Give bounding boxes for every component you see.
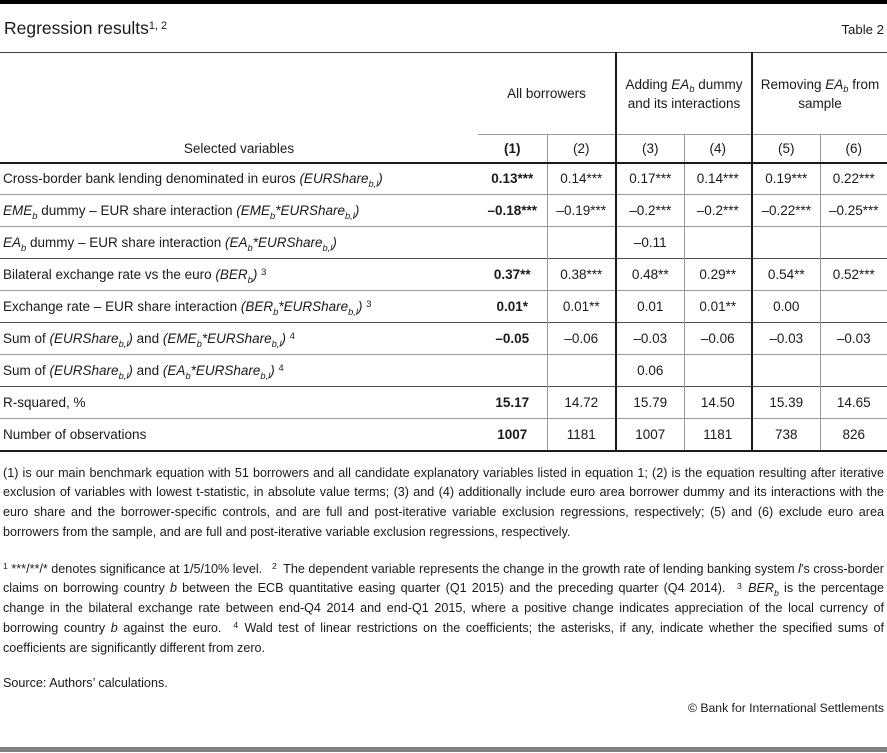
value-cell-col1: 0.13*** (491, 171, 534, 187)
table-row (0, 355, 887, 387)
table-row (0, 259, 887, 291)
value-cell-col1: –0.18*** (478, 195, 547, 227)
value-cell-col1: 0.01* (478, 291, 547, 323)
value-cell-col2: 14.72 (547, 387, 616, 419)
value-cell-col4: –0.2*** (684, 195, 752, 227)
value-cell-col3: 0.48** (616, 259, 684, 291)
row-header-label: Selected variables (0, 135, 478, 163)
value-cell-col3: 0.17*** (616, 163, 684, 195)
page-title (4, 18, 167, 39)
value-cell-col5 (752, 355, 820, 387)
column-number-header-row (0, 135, 887, 163)
row-label: Exchange rate – EUR share interaction $(BER_b*EURShare_{b,l})$ $^3$ (0, 291, 478, 323)
column-number-2: (2) (547, 135, 616, 163)
source-line: Source: Authors’ calculations. (3, 675, 168, 690)
value-cell-col1: 0.37** (478, 259, 547, 291)
value-cell-col6: –0.03 (820, 323, 887, 355)
row-label: Bilateral exchange rate vs the euro $(BER_b)$ $^3$ (0, 259, 478, 291)
table-row (0, 419, 887, 451)
value-cell-col3: 0.06 (616, 355, 684, 387)
value-cell-col5: 0.54** (752, 259, 820, 291)
table-row (0, 163, 887, 195)
value-cell-col1: –0.05 (478, 323, 547, 355)
value-cell-col6 (820, 227, 887, 259)
column-number-1: (1) (478, 135, 547, 163)
row-label: Number of observations (0, 419, 478, 451)
table-row (0, 195, 887, 227)
value-cell-col3: 1007 (616, 419, 684, 451)
value-cell-col5 (752, 227, 820, 259)
table-number-label: Table 2 (841, 22, 884, 37)
value-cell-col4 (684, 227, 752, 259)
value-cell-col6: 0.22*** (820, 163, 887, 195)
value-cell-col2: 0.14*** (547, 163, 616, 195)
value-cell-col4: 1181 (684, 419, 752, 451)
value-cell-col1: 15.17 (478, 387, 547, 419)
row-label: R-squared, % (0, 387, 478, 419)
title-footnote-ref: 1, 2 (148, 19, 168, 32)
table-row (0, 227, 887, 259)
value-cell-col2 (547, 355, 616, 387)
regression-results-table (0, 52, 887, 452)
value-cell-col2 (547, 227, 616, 259)
title-text: Regression results (4, 18, 149, 38)
value-cell-col3: 15.79 (616, 387, 684, 419)
value-cell-col6: 14.65 (820, 387, 887, 419)
table-note-paragraph: (1) is our main benchmark equation with 51 borrowers and all candidate explanatory variables listed in equation 1; (2) is the equation resulting after iterative exclusion of variables with lowest t-statistic, in absolute value terms; (3) and (4) additionally include euro area borrower dummy and its interactions with the euro share and the borrower-specific controls, and are full and post-iterative variable exclusion regressions, respectively; (5) and (6) exclude euro area borrowers from the sample, and are full and post-iterative variable exclusion regressions, respectively. (3, 465, 884, 539)
value-cell-col5: –0.22*** (752, 195, 820, 227)
column-group-adding-ea-dummy: Adding $EA_b$ dummy and its interactions (616, 53, 752, 135)
value-cell-col4: 0.01** (684, 291, 752, 323)
value-cell-col2: 0.01** (547, 291, 616, 323)
value-cell-col1: 1007 (478, 419, 547, 451)
value-cell-col3: 0.01 (616, 291, 684, 323)
value-cell-col4 (684, 355, 752, 387)
value-cell-col3: –0.2*** (616, 195, 684, 227)
row-label: Sum of (EURShare$_{b,l}$) and $(EA_b*EURShare_{b,l})$ $^4$ (0, 355, 478, 387)
bottom-rule (0, 747, 887, 752)
header-corner-cell (0, 53, 478, 135)
value-cell-col6: 826 (820, 419, 887, 451)
value-cell-col1 (478, 227, 547, 259)
value-cell-col5: –0.03 (752, 323, 820, 355)
value-cell-col6 (820, 355, 887, 387)
table-row (0, 291, 887, 323)
value-cell-col4: –0.06 (684, 323, 752, 355)
value-cell-col2: –0.06 (547, 323, 616, 355)
column-number-5: (5) (752, 135, 820, 163)
value-cell-col5: 0.19*** (752, 163, 820, 195)
value-cell-col4: 14.50 (684, 387, 752, 419)
value-cell-col5: 738 (752, 419, 820, 451)
value-cell-col3: –0.11 (616, 227, 684, 259)
copyright-line: © Bank for International Settlements (688, 700, 884, 715)
column-number-6: (6) (820, 135, 887, 163)
row-label: $EME_b$ dummy – EUR share interaction $(EME_b*EURShare_{b,l})$ (0, 195, 478, 227)
value-cell-col2: 0.38*** (547, 259, 616, 291)
value-cell-col5: 15.39 (752, 387, 820, 419)
table-row (0, 323, 887, 355)
column-group-header-row (0, 53, 887, 135)
table-row (0, 387, 887, 419)
value-cell-col1 (478, 355, 547, 387)
row-label: $EA_b$ dummy – EUR share interaction $(EA_b*EURShare_{b,l})$ (0, 227, 478, 259)
title-row (0, 4, 887, 52)
column-number-3: (3) (616, 135, 684, 163)
footnotes-paragraph: $^1$ ***/**/* denotes significance at 1/5/10% level. $^2$ The dependent variable represents the change in the growth rate of lending banking system l’s cross-border claims on borrowing country b between the ECB quantitative easing quarter (Q1 2015) and the preceding quarter (Q4 2014). $^3$ $BER_b$ is the percentage change in the bilateral exchange rate between end-Q4 2014 and end-Q1 2015, where a positive change indicates appreciation of the local currency of borrowing country b against the euro. $^4$ Wald test of linear restrictions on the coefficients; the asterisks, if any, indicate whether the specified sums of coefficients are significantly different from zero. (3, 560, 885, 655)
value-cell-col2: –0.19*** (547, 195, 616, 227)
row-label: Sum of (EURShare$_{b,l}$) and $(EME_b*EURShare_{b,l})$ $^4$ (0, 323, 478, 355)
value-cell-col2: 1181 (547, 419, 616, 451)
column-group-all-borrowers: All borrowers (478, 53, 616, 135)
value-cell-col6 (820, 291, 887, 323)
value-cell-col3: –0.03 (616, 323, 684, 355)
column-number-4: (4) (684, 135, 752, 163)
value-cell-col5: 0.00 (752, 291, 820, 323)
column-group-removing-ea: Removing $EA_b$ from sample (752, 53, 887, 135)
value-cell-col6: –0.25*** (820, 195, 887, 227)
value-cell-col6: 0.52*** (820, 259, 887, 291)
value-cell-col4: 0.14*** (684, 163, 752, 195)
value-cell-col4: 0.29** (684, 259, 752, 291)
row-label: Cross-border bank lending denominated in euros (EURShare$_{b,l}$) (3, 171, 383, 189)
